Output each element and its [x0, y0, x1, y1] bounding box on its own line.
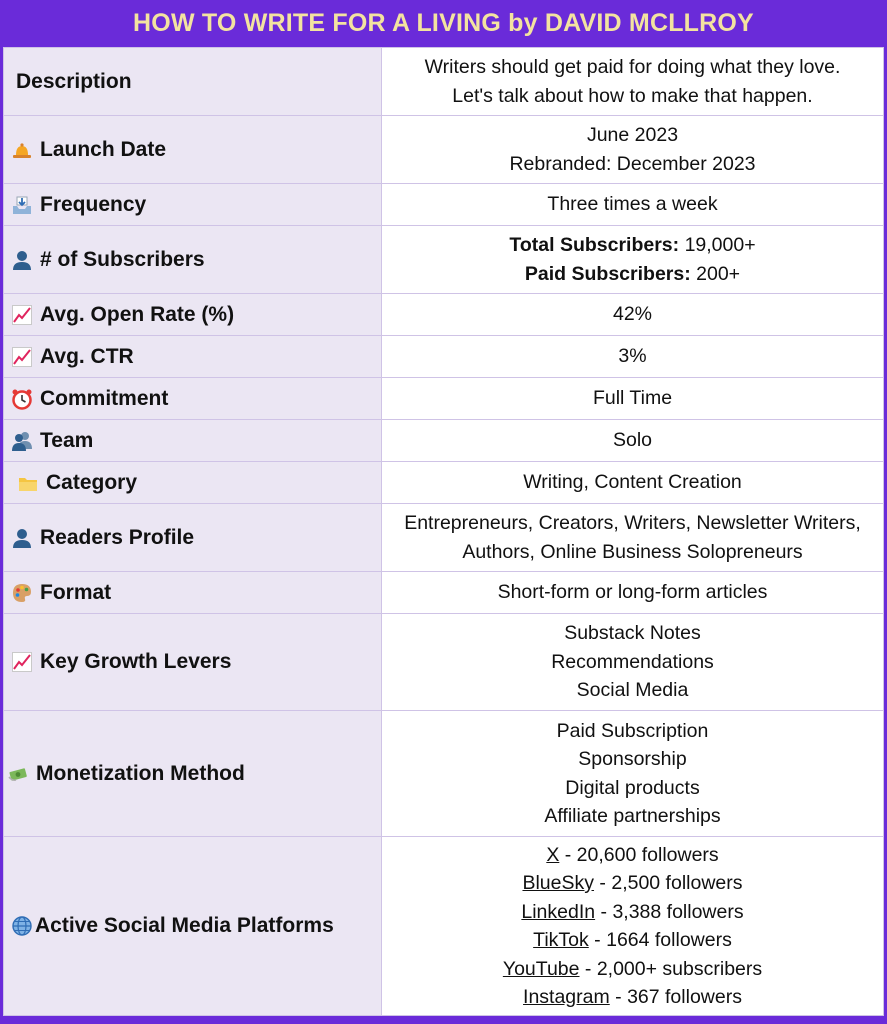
alarm-clock-icon [10, 387, 34, 411]
growth-lever-item: Social Media [576, 679, 689, 702]
table-row [4, 614, 884, 711]
row-value-social-platforms [382, 837, 884, 1016]
row-label [4, 48, 382, 116]
alarm-bell-icon [10, 138, 34, 162]
table-row [4, 837, 884, 1016]
row-value-frequency: Three times a week [382, 184, 884, 226]
row-label [4, 184, 382, 226]
person-silhouette-icon [10, 526, 34, 550]
row-label [4, 614, 382, 711]
chart-increasing-icon [10, 303, 34, 327]
total-subscribers-value: 19,000+ [684, 234, 756, 256]
tiktok-followers: - 1664 followers [588, 929, 732, 951]
row-value-format: Short-form or long-form articles [382, 572, 884, 614]
paid-subscribers-label: Paid Subscribers: [524, 262, 691, 285]
launch-date-line-1: June 2023 [586, 124, 679, 146]
row-label [4, 378, 382, 420]
artist-palette-icon [10, 581, 34, 605]
label-monetization: Monetization Method [36, 761, 245, 785]
row-value-subscribers [382, 226, 884, 294]
linkedin-link[interactable]: LinkedIn [521, 900, 596, 923]
row-value-launch-date [382, 116, 884, 184]
page-title: HOW TO WRITE FOR A LIVING by DAVID MCLLROY [133, 9, 754, 37]
label-launch-date: Launch Date [40, 137, 167, 161]
folder-icon [16, 471, 40, 495]
readers-line-1: Entrepreneurs, Creators, Writers, Newsletter Writers, [404, 512, 861, 534]
table-row [4, 504, 884, 572]
newsletter-info-table [3, 47, 884, 1016]
x-followers: - 20,600 followers [559, 843, 719, 866]
row-value-team: Solo [382, 420, 884, 462]
label-growth-levers: Key Growth Levers [40, 650, 232, 673]
row-label [4, 711, 382, 837]
row-label [4, 837, 382, 1016]
row-label [4, 572, 382, 614]
row-value-readers-profile [382, 504, 884, 572]
label-format: Format [40, 580, 112, 604]
table-row [4, 420, 884, 462]
label-readers-profile: Readers Profile [40, 525, 195, 549]
linkedin-followers: - 3,388 followers [595, 900, 744, 923]
row-value-commitment: Full Time [382, 378, 884, 420]
label-open-rate: Avg. Open Rate (%) [40, 302, 235, 326]
table-row [4, 711, 884, 837]
row-value-description [382, 48, 884, 116]
tiktok-link[interactable]: TikTok [533, 929, 589, 951]
row-label [4, 294, 382, 336]
monetization-item: Digital products [565, 776, 700, 799]
row-value-category: Writing, Content Creation [382, 462, 884, 504]
instagram-link[interactable]: Instagram [523, 986, 610, 1008]
label-description: Description [16, 69, 132, 93]
description-line-1: Writers should get paid for doing what they love. [424, 56, 841, 78]
youtube-link[interactable]: YouTube [502, 957, 580, 980]
bluesky-link[interactable]: BlueSky [522, 872, 595, 894]
table-row [4, 48, 884, 116]
people-silhouette-icon [10, 429, 34, 453]
label-social-platforms: Active Social Media Platforms [35, 914, 334, 937]
row-value-open-rate: 42% [382, 294, 884, 336]
monetization-item: Affiliate partnerships [544, 805, 721, 827]
row-value-monetization [382, 711, 884, 837]
table-row [4, 572, 884, 614]
label-team: Team [40, 428, 94, 452]
readers-line-2: Authors, Online Business Solopreneurs [462, 540, 803, 563]
bluesky-followers: - 2,500 followers [594, 872, 743, 894]
money-with-wings-icon [6, 762, 30, 786]
table-row [4, 226, 884, 294]
table-row [4, 294, 884, 336]
label-frequency: Frequency [40, 192, 147, 216]
monetization-item: Sponsorship [578, 748, 687, 770]
row-label [4, 462, 382, 504]
chart-increasing-icon [10, 650, 34, 674]
row-label [4, 336, 382, 378]
table-row [4, 336, 884, 378]
growth-lever-item: Recommendations [551, 650, 714, 673]
label-category: Category [46, 470, 138, 494]
globe-icon [10, 914, 34, 938]
person-silhouette-icon [10, 248, 34, 272]
row-label [4, 504, 382, 572]
growth-lever-item: Substack Notes [564, 622, 701, 645]
label-commitment: Commitment [40, 386, 169, 410]
monetization-item: Paid Subscription [556, 719, 709, 742]
total-subscribers-label: Total Subscribers: [509, 234, 680, 256]
instagram-followers: - 367 followers [609, 986, 742, 1008]
table-row [4, 378, 884, 420]
row-label [4, 226, 382, 294]
youtube-subscribers: - 2,000+ subscribers [579, 957, 763, 980]
description-line-2: Let's talk about how to make that happen. [452, 84, 813, 107]
launch-date-line-2: Rebranded: December 2023 [509, 152, 756, 175]
row-label [4, 420, 382, 462]
label-subscribers: # of Subscribers [40, 247, 205, 271]
x-link[interactable]: X [546, 843, 560, 866]
row-value-ctr: 3% [382, 336, 884, 378]
row-value-growth-levers [382, 614, 884, 711]
row-label [4, 116, 382, 184]
table-row [4, 462, 884, 504]
table-row [4, 116, 884, 184]
label-ctr: Avg. CTR [40, 344, 134, 368]
table-row [4, 184, 884, 226]
paid-subscribers-value: 200+ [696, 262, 741, 285]
chart-increasing-icon [10, 345, 34, 369]
inbox-tray-icon [10, 193, 34, 217]
